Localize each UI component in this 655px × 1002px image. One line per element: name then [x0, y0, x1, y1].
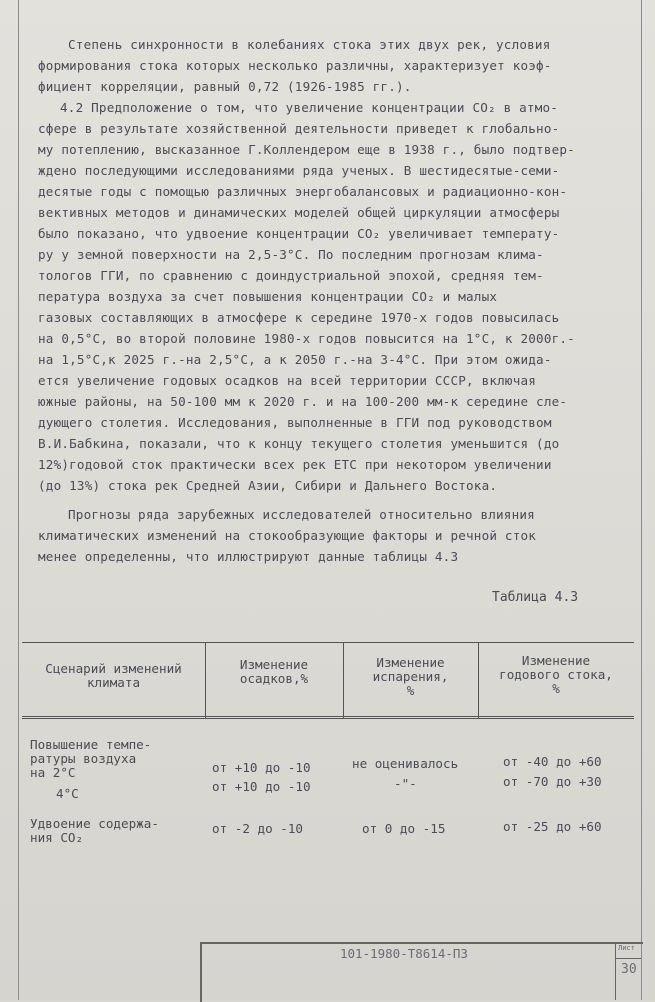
body-line: вективных методов и динамических моделей общей циркуляции атмосферы: [38, 205, 560, 220]
right-frame-line: [641, 0, 642, 1000]
table-row-3-scenario: Удвоение содержа- ния CO₂: [30, 816, 159, 845]
body-line: десятые годы с помощью различных энергобалансовых и радиационно-кон-: [38, 184, 568, 199]
body-line: южные районы, на 50-100 мм к 2020 г. и на 100-200 мм-к середине сле-: [38, 394, 568, 409]
body-line: климатических изменений на стокообразующие факторы и речной сток: [38, 528, 537, 543]
body-line: формирования стока которых несколько различны, характеризует коэф-: [38, 58, 552, 73]
body-line: тологов ГГИ, по сравнению с доиндустриальной эпохой, средняя тем-: [38, 268, 544, 283]
body-line: на 0,5°C, во второй половине 1980-х годов повысится на 1°C, к 2000г.-: [38, 331, 575, 346]
body-line: сфере в результате хозяйственной деятельности приведет к глобально-: [38, 121, 560, 136]
table-row-3-evaporation: от 0 до -15: [362, 821, 446, 836]
table-row-2-scenario: 4°C: [56, 786, 79, 801]
table-row-3-runoff: от -25 до +60: [503, 819, 602, 834]
title-block-sheet-divider: [615, 942, 616, 1000]
body-line: пература воздуха за счет повышения концентрации CO₂ и малых: [38, 289, 498, 304]
document-code: 101-1980-Т8614-ПЗ: [340, 946, 468, 961]
table-header-runoff: Изменение годового стока, %: [499, 653, 613, 696]
body-line: ру у земной поверхности на 2,5-3°C. По последним прогнозам клима-: [38, 247, 544, 262]
table-row-2-runoff: от -70 до +30: [503, 774, 602, 789]
table-caption: Таблица 4.3: [492, 590, 579, 605]
body-line: В.И.Бабкина, показали, что к концу текущего столетия уменьшится (до: [38, 436, 560, 451]
title-block-sheet-rule: [615, 958, 641, 959]
sheet-number: 30: [621, 962, 637, 977]
table-row-1-scenario: Повышение темпе- ратуры воздуха на 2°C: [30, 737, 152, 780]
table-row-2-evaporation: -"-: [394, 776, 417, 791]
table-top-rule: [22, 642, 634, 643]
table-row-2-precipitation: от +10 до -10: [212, 779, 311, 794]
table-header-evaporation: Изменение испарения, %: [372, 655, 449, 698]
body-line: менее определенны, что иллюстрируют данные таблицы 4.3: [38, 549, 459, 564]
table-row-1-runoff: от -40 до +60: [503, 754, 602, 769]
table-row-1-precipitation: от +10 до -10: [212, 760, 311, 775]
table-header-rule-2: [22, 718, 634, 719]
left-frame-line: [18, 0, 19, 1000]
body-line: 12%)годовой сток практически всех рек ЕТС при некотором увеличении: [38, 457, 552, 472]
body-line: газовых составляющих в атмосфере к середине 1970-х годов повысилась: [38, 310, 560, 325]
body-line: ется увеличение годовых осадков на всей территории СССР, включая: [38, 373, 537, 388]
table-header-scenario: Сценарий изменений климата: [45, 661, 182, 690]
sheet-label: Лист: [618, 944, 635, 952]
table-header-rule: [22, 716, 634, 717]
body-line: 4.2 Предположение о том, что увеличение концентрации CO₂ в атмо-: [60, 100, 559, 115]
body-line: на 1,5°C,к 2025 г.-на 2,5°C, а к 2050 г.-на 3-4°C. При этом ожида-: [38, 352, 552, 367]
table-header-precipitation: Изменение осадков,%: [239, 657, 309, 686]
body-line: было показано, что удвоение концентрации CO₂ увеличивает температу-: [38, 226, 560, 241]
body-line: (до 13%) стока рек Средней Азии, Сибири и Дальнего Востока.: [38, 478, 498, 493]
body-line: фициент корреляции, равный 0,72 (1926-1985 гг.).: [38, 79, 412, 94]
body-line: Степень синхронности в колебаниях стока этих двух рек, условия: [68, 37, 551, 52]
body-line: ждено последующими исследованиями ряда ученых. В шестидесятые-семи-: [38, 163, 560, 178]
body-line: дующего столетия. Исследования, выполненные в ГГИ под руководством: [38, 415, 552, 430]
table-row-3-precipitation: от -2 до -10: [212, 821, 303, 836]
table-row-1-evaporation: не оценивалось: [352, 756, 459, 771]
body-line: му потеплению, высказанное Г.Коллендером еще в 1938 г., было подтвер-: [38, 142, 575, 157]
body-line: Прогнозы ряда зарубежных исследователей относительно влияния: [68, 507, 535, 522]
